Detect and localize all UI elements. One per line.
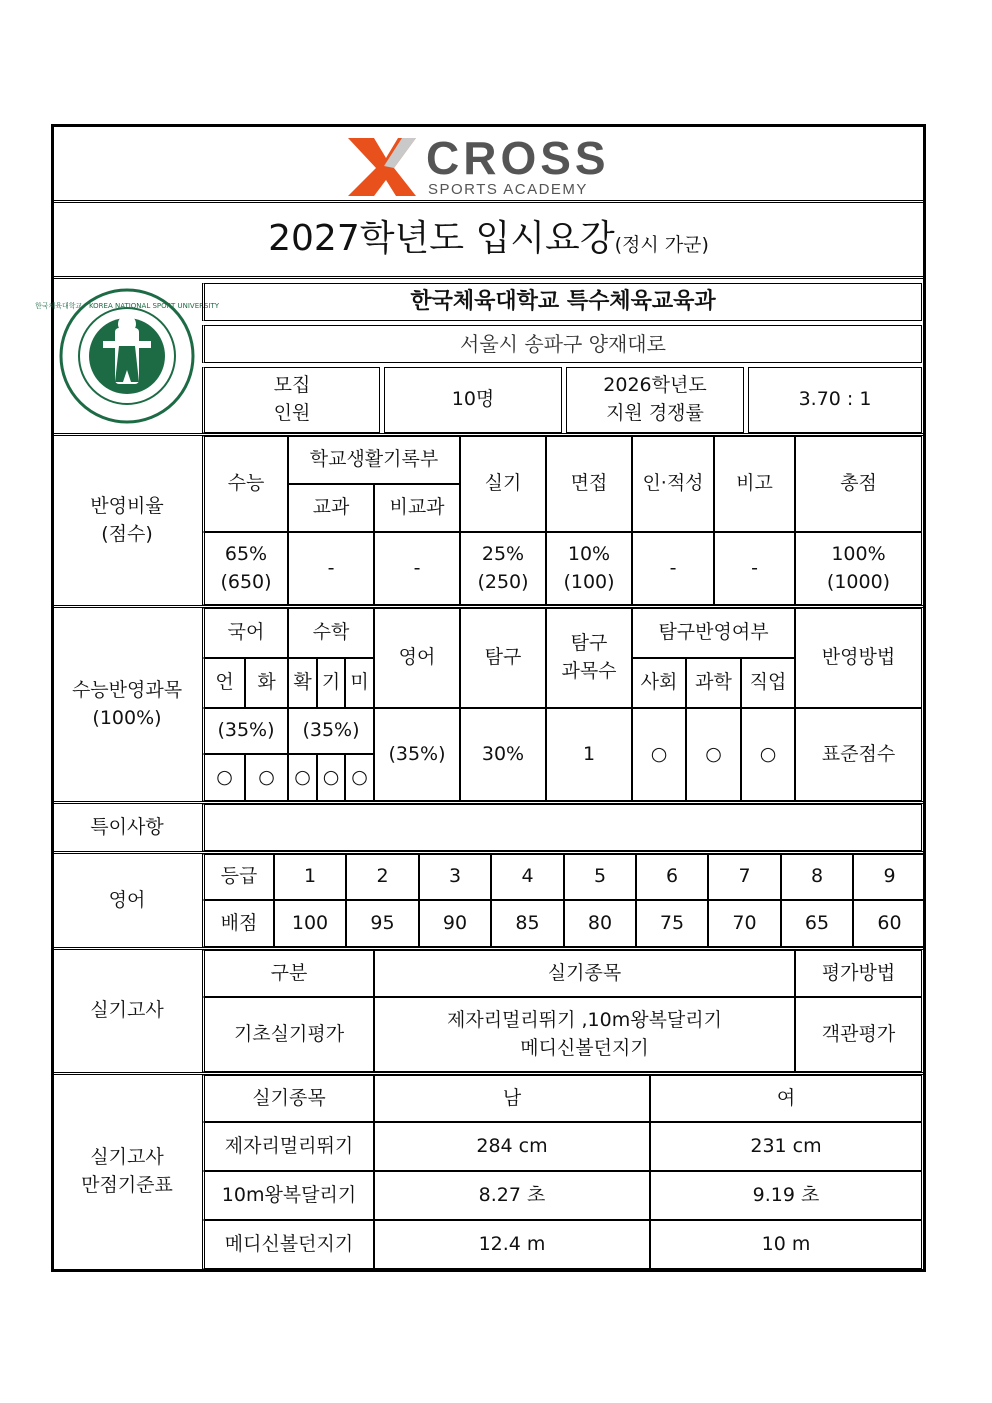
- ratio-value-suneung: 65% (650): [202, 532, 288, 605]
- korean-mark-1: ○: [202, 754, 245, 801]
- notes-block: [54, 804, 923, 854]
- english-score-label: 배점: [202, 900, 274, 947]
- standard-row-3-female: 10 m: [650, 1220, 922, 1269]
- english-score-5: 80: [564, 900, 636, 947]
- inquiry-mark-science: ○: [686, 708, 741, 801]
- standard-row-1-female: 231 cm: [650, 1122, 922, 1171]
- standard-row-1-event: 제자리멀리뛰기: [202, 1122, 374, 1171]
- standard-row-1-male: 284 cm: [374, 1122, 650, 1171]
- standard-row-2-event: 10m왕복달리기: [202, 1171, 374, 1220]
- standard-row-3-male: 12.4 m: [374, 1220, 650, 1269]
- inquiry-mark-social: ○: [632, 708, 686, 801]
- math-option-2: 기: [317, 658, 345, 708]
- inquiry-count: 1: [546, 708, 632, 801]
- english-score-6: 75: [636, 900, 708, 947]
- ratio-label: 반영비율 (점수): [90, 494, 164, 545]
- standard-row-2-male: 8.27 초: [374, 1171, 650, 1220]
- math-percent: (35%): [288, 708, 374, 754]
- practical-header-eval: 평가방법: [795, 950, 922, 997]
- ratio-value-etc: -: [714, 532, 795, 605]
- english-score-3: 90: [419, 900, 491, 947]
- inquiry-scope-vocational: 직업: [741, 658, 795, 708]
- english-score-8: 65: [781, 900, 853, 947]
- english-score-4: 85: [491, 900, 564, 947]
- math-mark-3: ○: [345, 754, 374, 801]
- ratio-value-aptitude: -: [632, 532, 714, 605]
- title-block: [54, 203, 923, 279]
- ratio-header-interview: 면접: [546, 436, 632, 532]
- admission-sheet: [34, 124, 926, 1272]
- english-grade-2: 2: [346, 854, 419, 900]
- inquiry-mark-vocational: ○: [741, 708, 795, 801]
- suneung-header-korean: 국어: [202, 608, 288, 658]
- standard-row-3-event: 메디신볼던지기: [202, 1220, 374, 1269]
- ratio-value-interview: 10% (100): [546, 532, 632, 605]
- ratio-header-etc: 비고: [714, 436, 795, 532]
- standard-header-male: 남: [374, 1075, 650, 1122]
- competition-label: 2026학년도 지원 경쟁률: [566, 367, 744, 433]
- english-score-9: 60: [853, 900, 926, 947]
- practical-eval: 객관평가: [795, 997, 922, 1072]
- english-score-1: 100: [274, 900, 346, 947]
- practical-header-events: 실기종목: [374, 950, 795, 997]
- math-mark-1: ○: [288, 754, 317, 801]
- university-address: 서울시 송파구 양재대로: [202, 325, 922, 363]
- english-grade-5: 5: [564, 854, 636, 900]
- logo-word: CROSS: [426, 132, 610, 184]
- english-grade-8: 8: [781, 854, 853, 900]
- suneung-header-inquiry-count: 탐구 과목수: [546, 608, 632, 708]
- english-grade-6: 6: [636, 854, 708, 900]
- ratio-header-practical: 실기: [460, 436, 546, 532]
- english-grade-1: 1: [274, 854, 346, 900]
- page-subtitle: (정시 가군): [614, 233, 709, 256]
- notes-label: 특이사항: [90, 815, 164, 838]
- math-option-3: 미: [345, 658, 374, 708]
- english-block: [54, 854, 923, 950]
- ratio-value-nonsubject: -: [374, 532, 460, 605]
- page-title: 2027학년도 입시요강: [268, 218, 615, 260]
- suneung-method: 표준점수: [795, 708, 922, 801]
- english-score-7: 70: [708, 900, 781, 947]
- standard-label: 실기고사 만점기준표: [81, 1146, 173, 1196]
- ratio-header-suneung: 수능: [202, 436, 288, 532]
- ratio-header-subject: 교과: [288, 484, 374, 532]
- logo-sub: SPORTS ACADEMY: [428, 181, 588, 198]
- standard-header-female: 여: [650, 1075, 922, 1122]
- practical-header-type: 구분: [202, 950, 374, 997]
- ratio-header-nonsubject: 비교과: [374, 484, 460, 532]
- english-label: 영어: [108, 888, 146, 911]
- math-option-1: 확: [288, 658, 317, 708]
- english-percent: (35%): [374, 708, 460, 801]
- suneung-block: [54, 608, 923, 804]
- math-mark-2: ○: [317, 754, 345, 801]
- standard-block: [54, 1075, 923, 1269]
- university-block: [34, 279, 923, 436]
- english-grade-9: 9: [853, 854, 926, 900]
- recruit-value: 10명: [384, 367, 562, 433]
- recruit-label: 모집 인원: [202, 367, 380, 433]
- suneung-header-method: 반영방법: [795, 608, 922, 708]
- seal-ring-text: 한국체육대학교 · KOREA NATIONAL SPORT UNIVERSITY: [34, 302, 220, 310]
- standard-row-2-female: 9.19 초: [650, 1171, 922, 1220]
- korean-mark-2: ○: [245, 754, 288, 801]
- english-grade-label: 등급: [202, 854, 274, 900]
- english-grade-3: 3: [419, 854, 491, 900]
- english-grade-7: 7: [708, 854, 781, 900]
- suneung-header-english: 영어: [374, 608, 460, 708]
- korean-option-2: 화: [245, 658, 288, 708]
- suneung-header-inquiry: 탐구: [460, 608, 546, 708]
- university-name: 한국체육대학교 특수체육교육과: [202, 283, 922, 321]
- standard-header-event: 실기종목: [202, 1075, 374, 1122]
- ratio-value-subject: -: [288, 532, 374, 605]
- english-grade-4: 4: [491, 854, 564, 900]
- suneung-label: 수능반영과목 (100%): [71, 678, 183, 729]
- competition-value: 3.70 : 1: [748, 367, 922, 433]
- university-seal-icon: [34, 286, 220, 426]
- practical-block: [54, 950, 923, 1075]
- ratio-block: [54, 436, 923, 608]
- ratio-value-practical: 25% (250): [460, 532, 546, 605]
- notes-value: [202, 804, 922, 851]
- practical-label: 실기고사: [90, 999, 164, 1022]
- suneung-header-inquiry-scope: 탐구반영여부: [632, 608, 795, 658]
- ratio-header-aptitude: 인·적성: [632, 436, 714, 532]
- korean-option-1: 언: [202, 658, 245, 708]
- cross-academy-logo: [344, 130, 644, 200]
- practical-events: 제자리멀리뛰기 ,10m왕복달리기 메디신볼던지기: [374, 997, 795, 1072]
- practical-type: 기초실기평가: [202, 997, 374, 1072]
- university-seal: [34, 279, 220, 433]
- ratio-value-total: 100% (1000): [795, 532, 922, 605]
- ratio-header-total: 총점: [795, 436, 922, 532]
- ratio-header-school: 학교생활기록부: [288, 436, 460, 484]
- english-score-2: 95: [346, 900, 419, 947]
- inquiry-scope-science: 과학: [686, 658, 741, 708]
- korean-percent: (35%): [202, 708, 288, 754]
- inquiry-percent: 30%: [460, 708, 546, 801]
- logo-block: [54, 127, 923, 203]
- suneung-header-math: 수학: [288, 608, 374, 658]
- inquiry-scope-social: 사회: [632, 658, 686, 708]
